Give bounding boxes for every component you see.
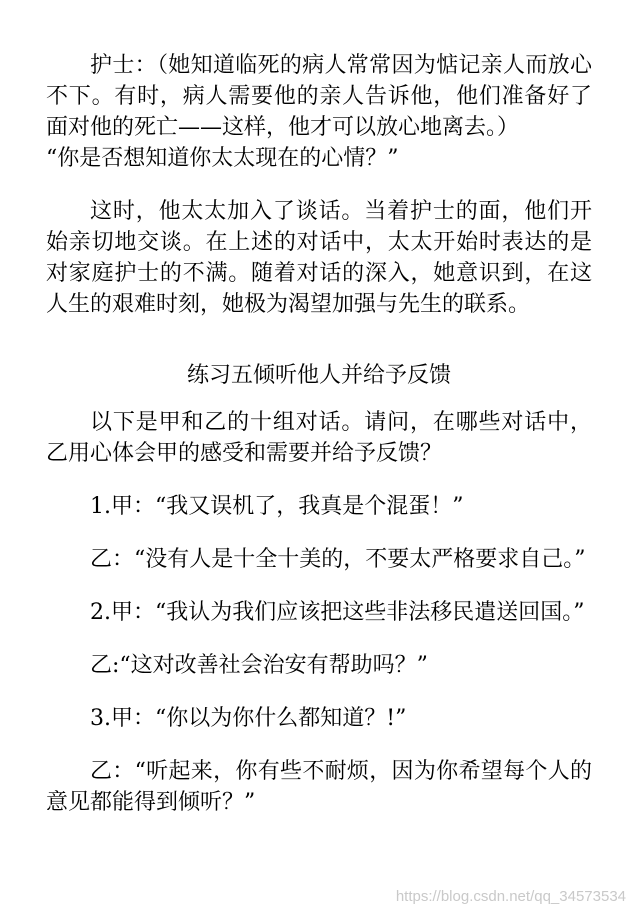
dialogue-2-b: 乙:“这对改善社会治安有帮助吗？” <box>90 653 428 678</box>
exercise-intro: 以下是甲和乙的十组对话。请问，在哪些对话中，乙用心体会甲的感受和需要并给予反馈？ <box>46 410 592 466</box>
exercise-title: 练习五倾听他人并给予反馈 <box>186 363 451 388</box>
wife-paragraph: 这时，他太太加入了谈话。当着护士的面，他们开始亲切地交谈。在上述的对话中，太太开始时表达的是对家庭护士的不满。随着对话的深入，她意识到，在这人生的艰难时刻，她极为渴望加强与先生的联系。 <box>46 199 592 317</box>
nurse-paragraph: 护士：（她知道临死的病人常常因为惦记亲人而放心不下。有时，病人需要他的亲人告诉他，他们准备好了面对他的死亡——这样，他才可以放心地离去。） <box>46 53 592 140</box>
watermark-url: https://blog.csdn.net/qq_34573534 <box>395 888 626 905</box>
dialogue-1-a: 1.甲：“我又误机了，我真是个混蛋！” <box>90 494 464 519</box>
document-page <box>46 50 592 818</box>
dialogue-3-b: 乙：“听起来，你有些不耐烦，因为你希望每个人的意见都能得到倾听？” <box>46 759 592 815</box>
dialogue-2-a: 2.甲：“我认为我们应该把这些非法移民遣送回国。” <box>90 600 585 625</box>
dialogue-3-a: 3.甲：“你以为你什么都知道？!” <box>90 706 407 731</box>
dialogue-1-b: 乙：“没有人是十全十美的，不要太严格要求自己。” <box>90 547 586 572</box>
nurse-question: “你是否想知道你太太现在的心情？” <box>46 146 399 171</box>
